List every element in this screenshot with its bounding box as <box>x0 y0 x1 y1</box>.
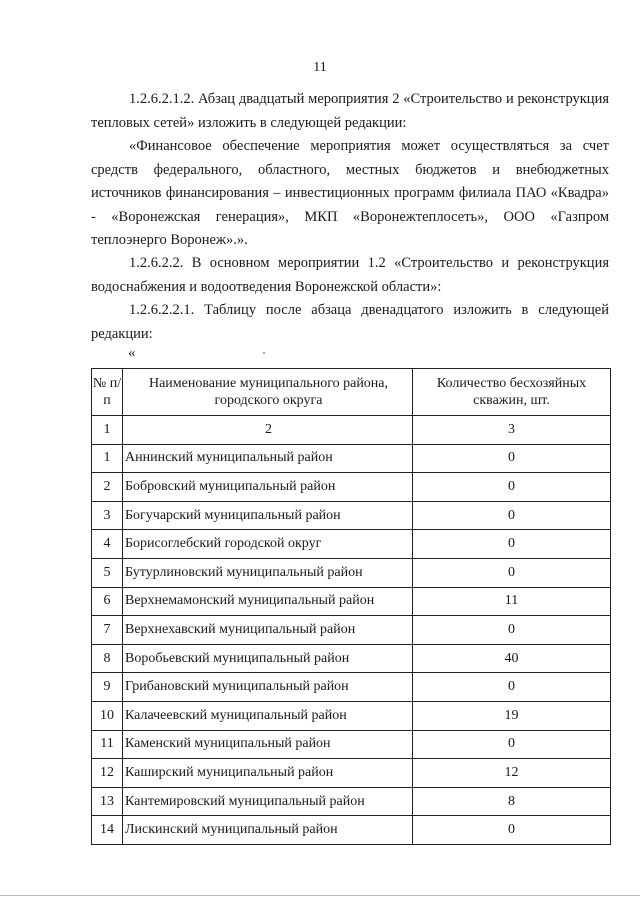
row-count: 8 <box>413 787 611 816</box>
row-count: 0 <box>413 730 611 759</box>
row-name: Воробьевский муниципальный район <box>123 644 413 673</box>
index-cell: 2 <box>123 416 413 445</box>
row-number: 8 <box>92 644 123 673</box>
scan-speck <box>263 352 265 354</box>
paragraph-1: 1.2.6.2.1.2. Абзац двадцатый мероприятия 2 «Строительство и реконструкция тепловых сетей» изложить в следующей редакции: <box>91 91 609 131</box>
opening-quote: « <box>128 345 136 361</box>
index-cell: 3 <box>413 416 611 445</box>
row-name: Верхнехавский муниципальный район <box>123 616 413 645</box>
table-row <box>92 644 611 673</box>
table-row <box>92 787 611 816</box>
table-index-row <box>92 416 611 445</box>
table-row <box>92 673 611 702</box>
index-cell: 1 <box>92 416 123 445</box>
paragraph-3: 1.2.6.2.2. В основном мероприятии 1.2 «Строительство и реконструкция водоснабжения и водоотведения Воронежской области»: <box>91 255 609 295</box>
scan-edge-line <box>0 895 640 896</box>
table-row <box>92 730 611 759</box>
row-count: 0 <box>413 530 611 559</box>
row-name: Грибановский муниципальный район <box>123 673 413 702</box>
page-number: 11 <box>313 60 327 75</box>
row-name: Верхнемамонский муниципальный район <box>123 587 413 616</box>
row-number: 1 <box>92 444 123 473</box>
row-name: Кантемировский муниципальный район <box>123 787 413 816</box>
row-name: Каширский муниципальный район <box>123 759 413 788</box>
paragraph-4: 1.2.6.2.2.1. Таблицу после абзаца двенадцатого изложить в следующей редакции: <box>91 302 609 342</box>
row-name: Каменский муниципальный район <box>123 730 413 759</box>
row-count: 0 <box>413 673 611 702</box>
table-row <box>92 444 611 473</box>
table-row <box>92 816 611 845</box>
row-name: Бобровский муниципальный район <box>123 473 413 502</box>
row-count: 0 <box>413 473 611 502</box>
table-row <box>92 616 611 645</box>
table-header-row <box>92 369 611 416</box>
table-row <box>92 701 611 730</box>
row-count: 12 <box>413 759 611 788</box>
row-number: 10 <box>92 701 123 730</box>
row-count: 0 <box>413 558 611 587</box>
table-row <box>92 558 611 587</box>
row-number: 3 <box>92 501 123 530</box>
row-number: 5 <box>92 558 123 587</box>
table-row <box>92 587 611 616</box>
wells-table <box>91 368 611 845</box>
table-row <box>92 759 611 788</box>
table-row <box>92 530 611 559</box>
header-number: № п/п <box>92 369 123 416</box>
row-name: Богучарский муниципальный район <box>123 501 413 530</box>
row-count: 0 <box>413 616 611 645</box>
table-row <box>92 501 611 530</box>
row-number: 2 <box>92 473 123 502</box>
row-count: 40 <box>413 644 611 673</box>
row-count: 0 <box>413 501 611 530</box>
paragraph-2: «Финансовое обеспечение мероприятия может осуществляться за счет средств федерального, областного, местных бюджетов и внебюджетных источников финансирования – инвестиционных программ филиала ПАО «Квадра» - «Воронежская генерация», МКП «Воронежтеплосеть», ООО «Газпром теплоэнерго Воронеж».». <box>91 138 609 248</box>
row-number: 9 <box>92 673 123 702</box>
header-count: Количество бесхозяйных скважин, шт. <box>413 369 611 416</box>
row-number: 13 <box>92 787 123 816</box>
row-name: Аннинский муниципальный район <box>123 444 413 473</box>
row-name: Лискинский муниципальный район <box>123 816 413 845</box>
row-name: Борисоглебский городской округ <box>123 530 413 559</box>
row-count: 0 <box>413 816 611 845</box>
row-count: 19 <box>413 701 611 730</box>
row-number: 4 <box>92 530 123 559</box>
row-number: 14 <box>92 816 123 845</box>
row-number: 6 <box>92 587 123 616</box>
row-count: 11 <box>413 587 611 616</box>
row-number: 11 <box>92 730 123 759</box>
row-name: Калачеевский муниципальный район <box>123 701 413 730</box>
row-name: Бутурлиновский муниципальный район <box>123 558 413 587</box>
row-count: 0 <box>413 444 611 473</box>
row-number: 12 <box>92 759 123 788</box>
row-number: 7 <box>92 616 123 645</box>
table-row <box>92 473 611 502</box>
header-name: Наименование муниципального района, городского округа <box>123 369 413 416</box>
